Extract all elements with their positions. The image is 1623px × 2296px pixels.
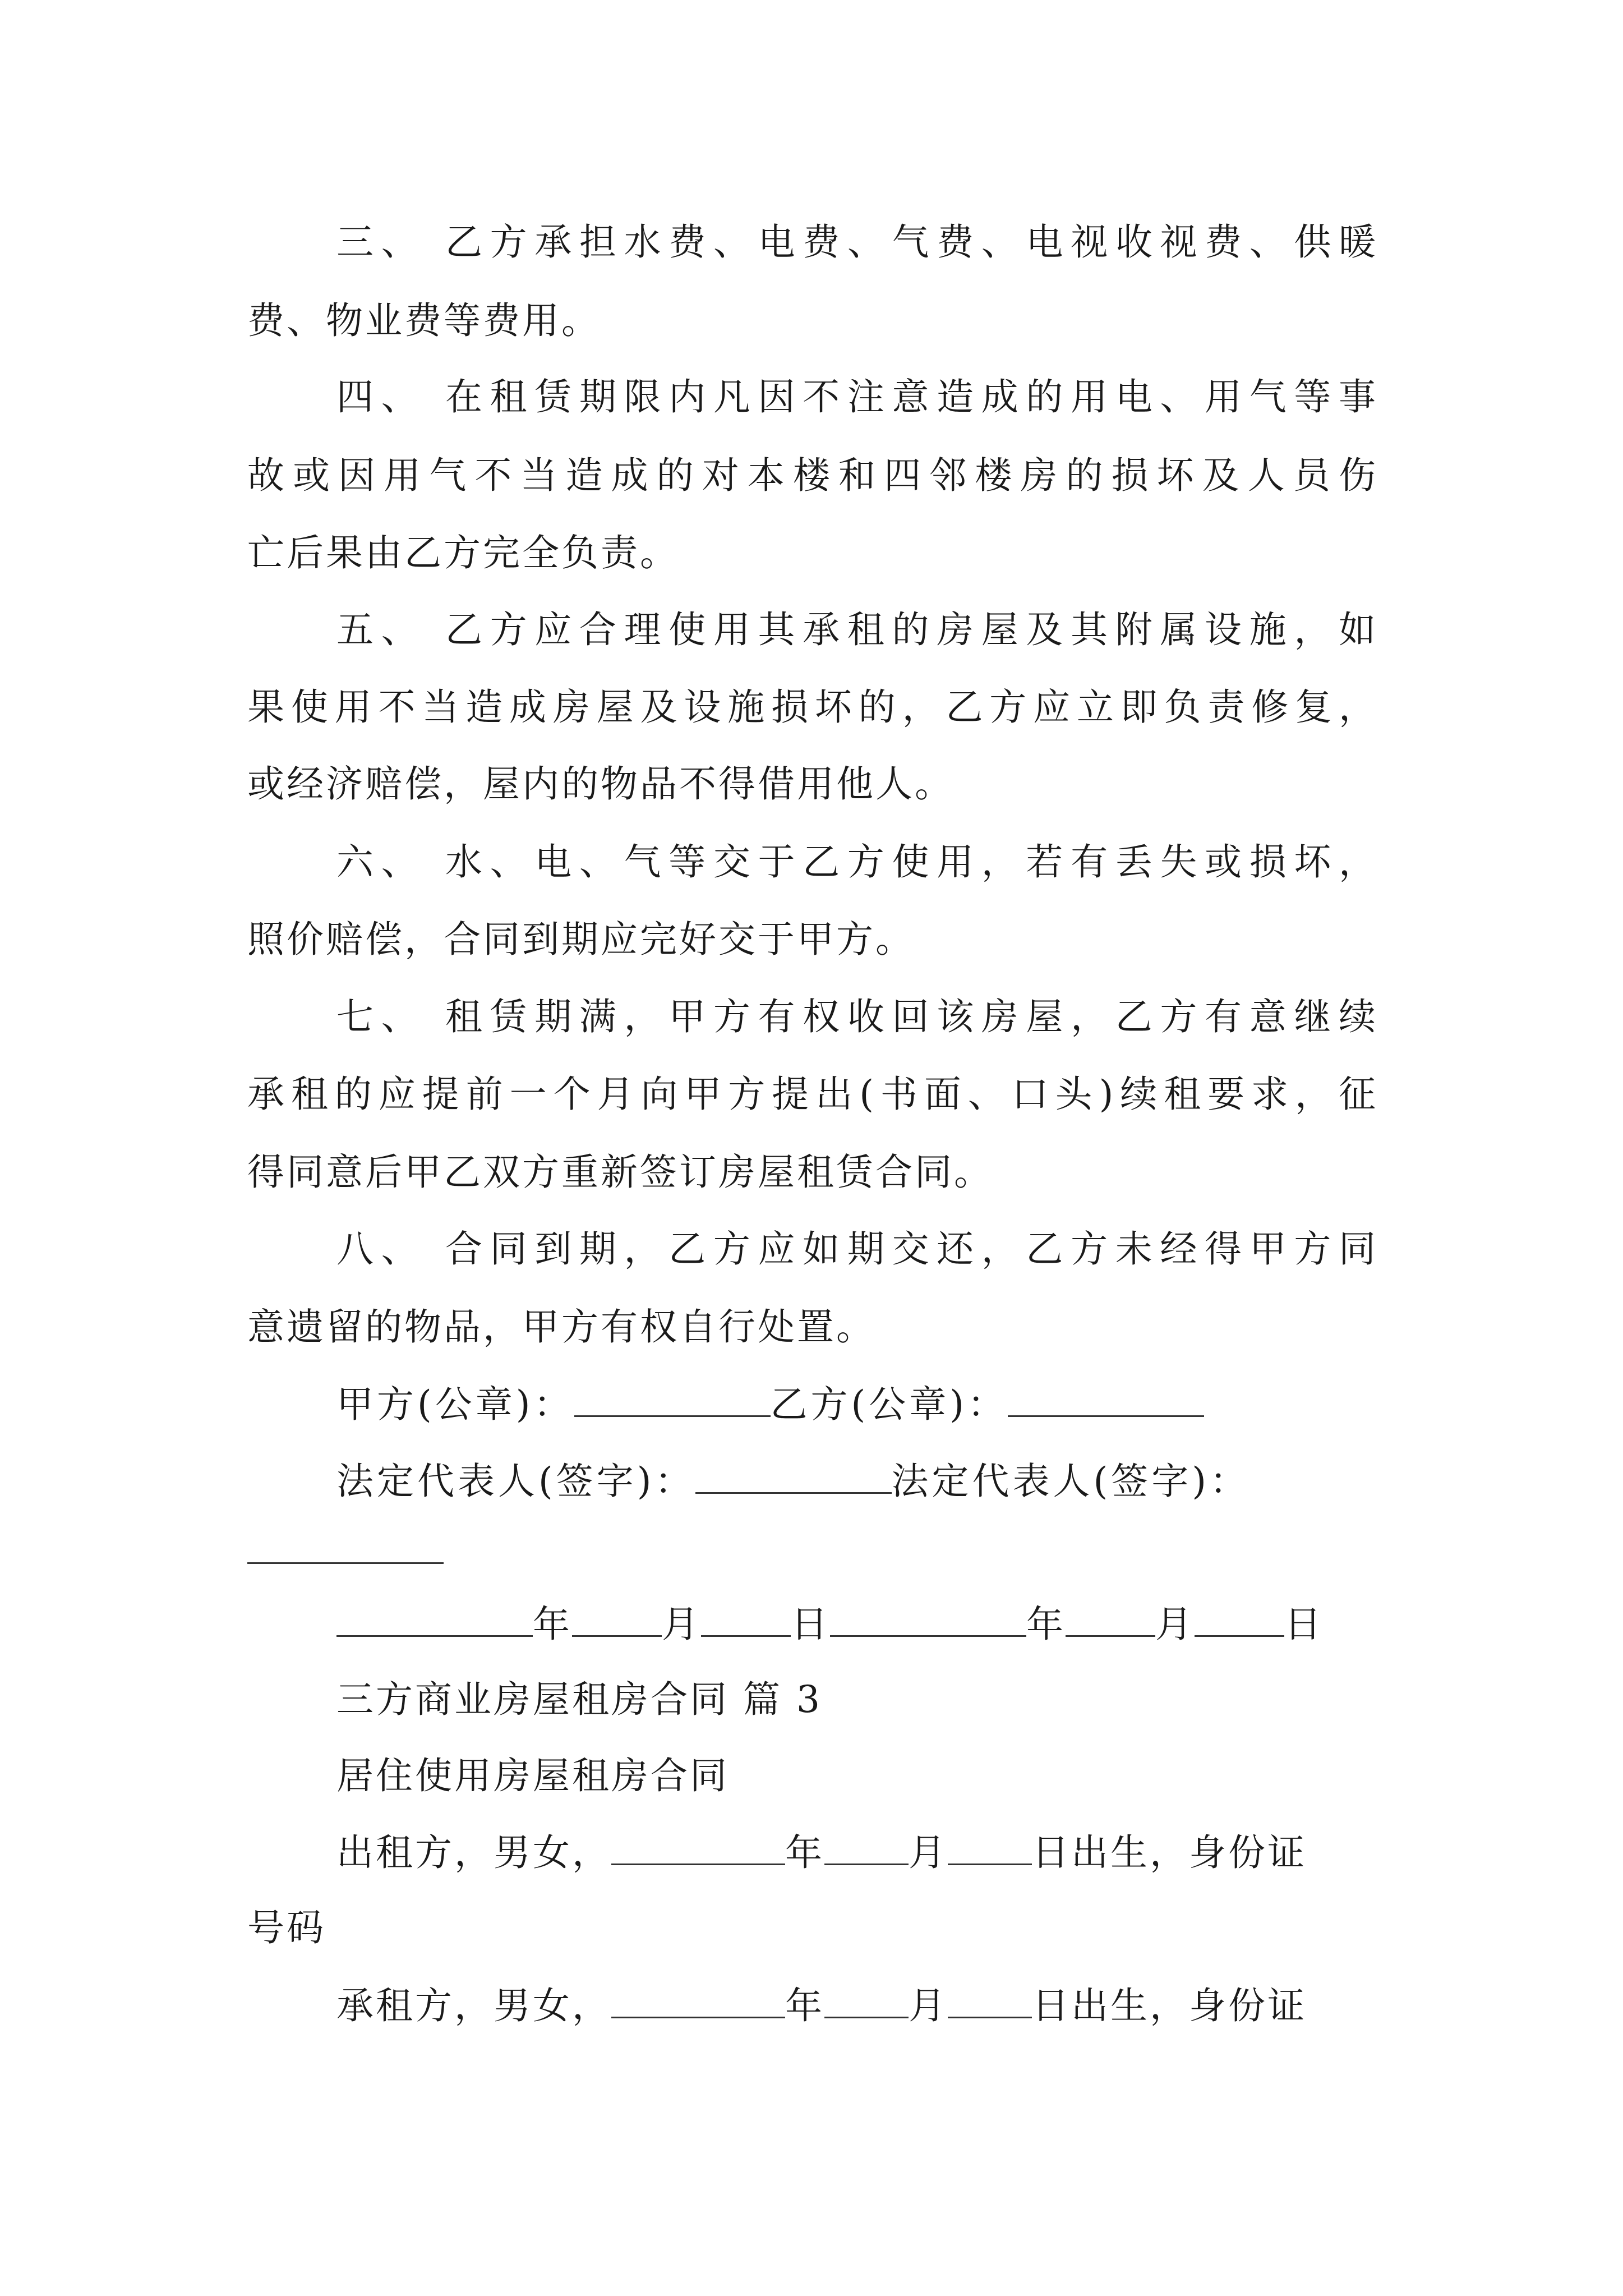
party-b-seal-blank[interactable] xyxy=(1008,1382,1204,1417)
clause-7-line-1: 七、 租赁期满，甲方有权收回该房屋，乙方有意继续 xyxy=(336,995,1376,1038)
lessee-month-blank[interactable] xyxy=(824,1983,909,2018)
seal-row xyxy=(336,1382,1204,1427)
rep-b-label: 法定代表人(签字)： xyxy=(891,1460,1250,1503)
clause-6-line-1: 六、 水、电、气等交于乙方使用，若有丢失或损坏， xyxy=(336,840,1376,884)
rep-b-blank[interactable] xyxy=(247,1529,444,1564)
clause-5-line-1: 五、 乙方应合理使用其承租的房屋及其附属设施，如 xyxy=(336,608,1376,651)
clause-4-line-3: 亡后果由乙方完全负责。 xyxy=(247,531,679,574)
clause-5-line-2: 果使用不当造成房屋及设施损坏的，乙方应立即负责修复， xyxy=(247,685,1376,729)
clause-8-line-1: 八、 合同到期，乙方应如期交还，乙方未经得甲方同 xyxy=(336,1227,1376,1271)
lessee-year-label: 年 xyxy=(785,1984,824,2027)
party-b-seal-label: 乙方(公章)： xyxy=(770,1383,1008,1426)
lessor-month-blank[interactable] xyxy=(824,1830,909,1865)
lessor-year-label: 年 xyxy=(785,1831,824,1874)
section-heading: 三方商业房屋租房合同 篇 3 xyxy=(336,1678,822,1721)
lessor-prefix: 出租方，男女， xyxy=(336,1831,611,1874)
lessor-line xyxy=(336,1830,1307,1875)
date-row xyxy=(336,1602,1324,1647)
date-a-month-blank[interactable] xyxy=(572,1602,662,1637)
clause-3-line-2: 费、物业费等费用。 xyxy=(247,299,601,342)
clause-3-line-1: 三、 乙方承担水费、电费、气费、电视收视费、供暖 xyxy=(336,220,1376,264)
lessee-month-label: 月 xyxy=(909,1984,948,2027)
date-b-month-label: 月 xyxy=(1155,1603,1195,1646)
rep-b-blank-row xyxy=(247,1529,444,1574)
clause-5-line-3: 或经济赔偿，屋内的物品不得借用他人。 xyxy=(247,762,954,806)
lessee-line xyxy=(336,1983,1307,2028)
representative-row xyxy=(336,1458,1250,1504)
date-a-month-label: 月 xyxy=(662,1603,701,1646)
party-a-seal-blank[interactable] xyxy=(574,1382,771,1417)
clause-4-line-2: 故或因用气不当造成的对本楼和四邻楼房的损坏及人员伤 xyxy=(247,454,1376,497)
contract-title: 居住使用房屋租房合同 xyxy=(336,1754,729,1797)
lessee-year-blank[interactable] xyxy=(611,1983,785,2018)
date-b-day-blank[interactable] xyxy=(1195,1602,1284,1637)
rep-a-blank[interactable] xyxy=(695,1458,892,1494)
date-b-year-blank[interactable] xyxy=(830,1602,1026,1637)
clause-8-line-2: 意遗留的物品，甲方有权自行处置。 xyxy=(247,1305,875,1349)
clause-4-line-1: 四、 在租赁期限内凡因不注意造成的用电、用气等事 xyxy=(336,375,1376,418)
party-a-seal-label: 甲方(公章)： xyxy=(336,1383,574,1426)
date-b-month-blank[interactable] xyxy=(1066,1602,1155,1637)
lessor-month-label: 月 xyxy=(909,1831,948,1874)
clause-6-line-2: 照价赔偿，合同到期应完好交于甲方。 xyxy=(247,918,915,961)
date-a-year-label: 年 xyxy=(533,1603,572,1646)
clause-7-line-3: 得同意后甲乙双方重新签订房屋租赁合同。 xyxy=(247,1151,993,1194)
rep-a-label: 法定代表人(签字)： xyxy=(336,1460,695,1503)
date-a-day-label: 日 xyxy=(791,1603,830,1646)
lessor-year-blank[interactable] xyxy=(611,1830,785,1865)
date-b-year-label: 年 xyxy=(1026,1603,1066,1646)
lessor-day-blank[interactable] xyxy=(948,1830,1032,1865)
date-a-year-blank[interactable] xyxy=(336,1602,533,1637)
lessor-id-line: 号码 xyxy=(247,1906,326,1949)
date-b-day-label: 日 xyxy=(1284,1603,1324,1646)
lessee-born-label: 日出生，身份证 xyxy=(1032,1984,1307,2027)
lessor-born-label: 日出生，身份证 xyxy=(1032,1831,1307,1874)
date-a-day-blank[interactable] xyxy=(701,1602,791,1637)
clause-7-line-2: 承租的应提前一个月向甲方提出(书面、口头)续租要求，征 xyxy=(247,1073,1376,1116)
lessee-day-blank[interactable] xyxy=(948,1983,1032,2018)
lessee-prefix: 承租方，男女， xyxy=(336,1984,611,2027)
